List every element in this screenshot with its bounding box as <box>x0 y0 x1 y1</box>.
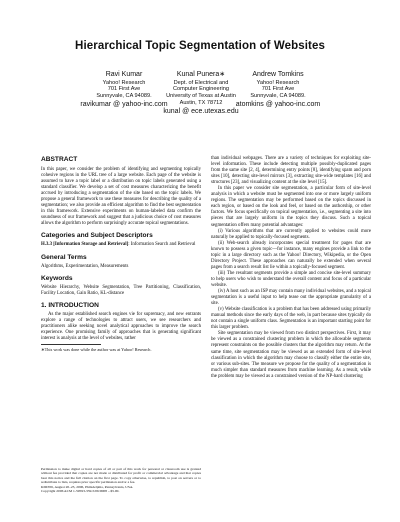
author-name: Andrew Tomkins <box>252 71 304 78</box>
categories-description: : Information Search and Retrieval <box>128 242 196 248</box>
abstract-text: In this paper, we consider the problem of identifying and segmenting topically cohesive regions in the URL tree of a large website. Each page of the website is assumed to have a topic label or a distribution on topic labels generated using a standard classifier. We develop a set of cost measures characterizing the benefit accrued by introducing a segmentation of the site based on the topic labels. We propose a general framework to use these measures for describing the quality of a segmentation; we also provide an efficient algorithm to find the best segmentation in this framework. Extensive experiments on human-labeled data confirm the soundness of our framework and suggest that a judicious choice of cost measures allows the algorithm to perform surprisingly accurate topical segmentations. <box>41 167 201 227</box>
general-terms-heading: General Terms <box>41 253 87 261</box>
author-affiliation-line: Yahoo! Research <box>102 79 146 86</box>
footnote-text: ∗This work was done while the author was at Yahoo! Research. <box>41 346 152 352</box>
footnote-rule <box>41 344 101 345</box>
right-column <box>211 156 371 380</box>
author-block-3 <box>218 71 338 109</box>
abstract-heading: ABSTRACT <box>41 156 78 163</box>
categories-text <box>41 242 201 248</box>
author-name: Ravi Kumar <box>105 71 143 78</box>
categories-heading: Categories and Subject Descriptors <box>41 232 153 240</box>
author-affiliation-line: Austin, TX 78712 <box>179 100 223 107</box>
body-paragraph: (iii) The resultant segments provide a simple and concise site-level summary to help users who wish to understand the overall content and focus of a particular website. <box>211 270 371 288</box>
author-email: atomkins @ yahoo-inc.com <box>235 101 321 109</box>
body-paragraph: (v) Website classification is a problem that has been addressed using primarily manual methods since the early days of the web, in part because sites typically do not contain a single uniform class. Segmentation is an important starting point for this larger problem. <box>211 307 371 331</box>
categories-code: H.3.3 [Information Storage and Retrieval] <box>41 242 129 248</box>
author-affiliation-line: Sunnyvale, CA 94089. <box>96 93 152 100</box>
conference-info: KDD'06, August 20–23, 2006, Philadelphia, Pennsylvania, USA. <box>41 484 134 489</box>
body-paragraph: than individual webpages. There are a variety of techniques for exploiting site-level information. These include detecting multiple possibly-duplicated pages from the same site [2, 4], determining entry points [8], identifying spam and porn sites [10], detecting site-level mirrors [3], extracting site-wide templates [16] and structures [23], and visualizing content at the site level [15]. <box>211 156 371 186</box>
author-email: ravikumar @ yahoo-inc.com <box>80 101 168 109</box>
author-affiliation-line: University of Texas at Austin <box>166 93 236 100</box>
introduction-heading: 1. INTRODUCTION <box>41 301 99 309</box>
author-affiliation-line: 701 First Ave <box>261 86 295 93</box>
general-terms-text: Algorithms, Experimentation, Measurements <box>41 263 129 269</box>
body-paragraph: In this paper we consider site segmentation, a particular form of site-level analysis in which a website must be segmented into one or more largely uniform regions. The segmentation may be performed based on the topics discussed in each region, or based on the look and feel, or based on the authorship, or other factors. We focus specifically on topical segmentation, i.e., segmenting a site into pieces that are largely uniform in the topics they discuss. Such a topical segmentation offers many potential advantages: <box>211 186 371 228</box>
body-paragraph: (i) Various algorithms that are currently applied to websites could more naturally be applied to topically-focused segments. <box>211 228 371 240</box>
author-affiliation-line: Dept. of Electrical and <box>173 79 229 86</box>
author-affiliation-line: Sunnyvale, CA 94089. <box>250 93 306 100</box>
body-paragraph: (iv) A host such as an ISP may contain many individual websites, and a topical segmentation is a useful input to help tease out the appropriate granularity of a site. <box>211 289 371 307</box>
author-affiliation-line: Yahoo! Research <box>256 79 300 86</box>
copyright-info: Copyright 2006 ACM 1-59593-339-5/06/0008 ...$5.00. <box>41 489 120 494</box>
keywords-text: Website Hierarchy, Website Segmentation, Tree Partitioning, Classification, Facility Location, Gain Ratio, KL-distance <box>41 284 201 296</box>
permission-text: Permission to make digital or hard copies of all or part of this work for personal or classroom use is granted without fee provided that copies are not made or distributed for profit or commercial advantage and that copies bear this notice and the full citation on the first page. To copy otherwise, to republish, to post on servers or to redistribute to lists, requires prior specific permission and/or a fee. <box>41 467 201 485</box>
left-column <box>41 156 201 352</box>
introduction-text: As the major established search engines vie for supremacy, and new entrants explore a range of technologies to attract users, we see researchers and practitioners alike seeking novel analytical approaches to improve the search experience. One promising family of approaches that is generating significant interest is analysis at the level of websites, rather <box>41 311 201 341</box>
author-affiliation-line: 701 First Ave <box>107 86 141 93</box>
author-email: kunal @ ece.utexas.edu <box>163 108 239 116</box>
body-paragraph: Site segmentation may be viewed from two distinct perspectives. First, it may be viewed as a constrained clustering problem in which the allowable segments represent constraints on the possible clusters that the algorithm may return. At the same time, site segmentation may be viewed as an extended form of site-level classification in which the algorithm may choose to classify either the entire site, or various sub-sites. The measure we propose for the quality of a segmentation is much simpler than standard measures from machine learning. As a result, while the problem may be viewed as a constrained version of the NP-hard clustering <box>211 331 371 379</box>
paper-title: Hierarchical Topic Segmentation of Websites <box>75 40 325 52</box>
keywords-heading: Keywords <box>41 274 73 282</box>
body-paragraph: (ii) Web-search already incorporates special treatment for pages that are known to possess a given topic—for instance, many engines provide a link to the topic in a large directory such as the Yahoo! Directory, Wikipedia, or the Open Directory Project. These approaches can naturally be extended when several pages from a search result list lie within a topically-focused segment. <box>211 240 371 270</box>
author-affiliation-line: Computer Engineering <box>173 86 229 93</box>
author-name: Kunal Punera∗ <box>176 71 226 78</box>
permission-block <box>41 467 201 493</box>
